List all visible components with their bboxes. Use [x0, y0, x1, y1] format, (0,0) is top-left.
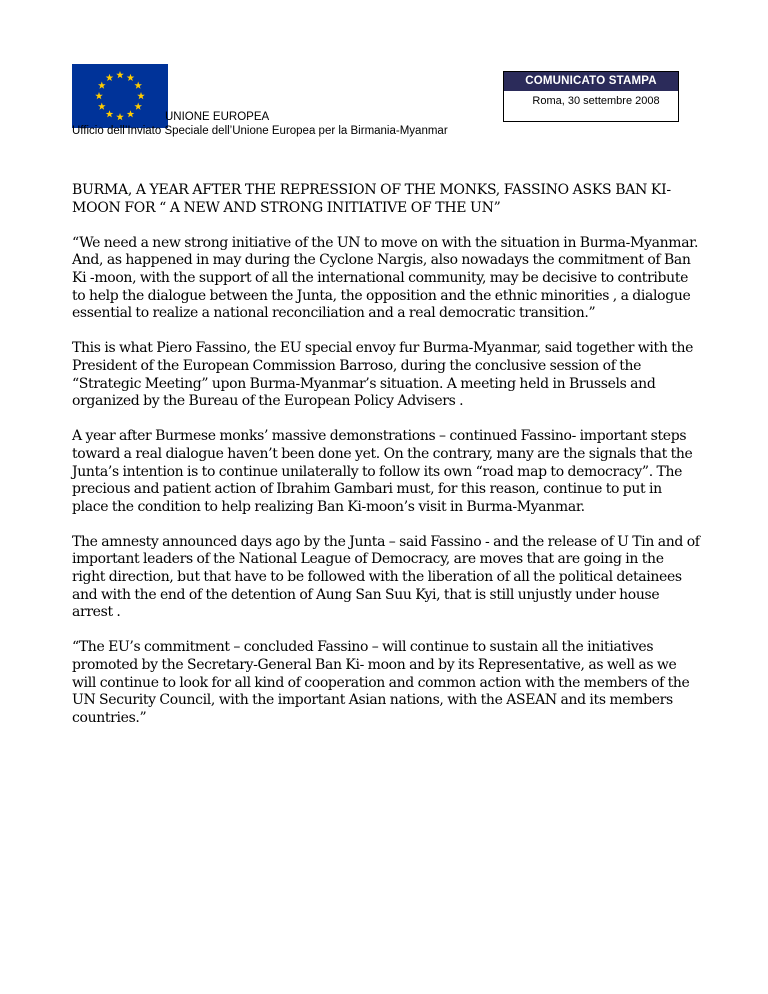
- paragraph: “The EU’s commitment – concluded Fassino – will continue to sustain all the initiatives promoted by the Secretary-General Ban Ki- moon and by its Representative, as well as we will continue to look for all kind of cooperation and common action with the members of the UN Security Council, with the important Asian nations, with the ASEAN and its members countries.”: [72, 639, 690, 726]
- eu-flag-icon: [72, 64, 168, 128]
- paragraph: The amnesty announced days ago by the Junta – said Fassino - and the release of U Tin and of important leaders of the National League of Democracy, are moves that are going in the right direction, but that have to be followed with the liberation of all the political detainees and with the end of the detention of Aung San Suu Kyi, that is still unjustly under house arrest .: [72, 533, 700, 621]
- press-release-box: [503, 71, 679, 122]
- paragraph: “We need a new strong initiative of the UN to move on with the situation in Burma-Myanmar. And, as happened in may during the Cyclone Nargis, also nowadays the commitment of Ban Ki -moon, with the support of all the international community, may be decisive to contribute to help the dialogue between the Junta, the opposition and the ethnic minorities , a dialogue essential to realize a national reconciliation and a real democratic transition.”: [72, 234, 699, 322]
- press-release-label: COMUNICATO STAMPA: [504, 72, 678, 91]
- office-name: Ufficio dell’Inviato Speciale dell’Unione Europea per la Birmania-Myanmar: [72, 125, 448, 137]
- press-release-date: Roma, 30 settembre 2008: [532, 95, 660, 107]
- paragraph: This is what Piero Fassino, the EU special envoy fur Burma-Myanmar, said together with the President of the European Commission Barroso, during the conclusive session of the “Strategic Meeting” upon Burma-Myanmar’s situation. A meeting held in Brussels and organized by the Bureau of the European Policy Advisers .: [72, 340, 694, 410]
- article-body: [72, 182, 700, 745]
- organization-name: UNIONE EUROPEA: [165, 111, 270, 123]
- paragraph: A year after Burmese monks’ massive demonstrations – continued Fassino- important steps toward a real dialogue haven’t been done yet. On the contrary, many are the signals that the Junta’s intention is to continue unilaterally to follow its own “road map to democracy”. The precious and patient action of Ibrahim Gambari must, for this reason, continue to put in place the condition to help realizing Ban Ki-moon’s visit in Burma-Myanmar.: [72, 428, 693, 515]
- article-title: BURMA, A YEAR AFTER THE REPRESSION OF THE MONKS, FASSINO ASKS BAN KI-MOON FOR “ A NEW AND STRONG INITIATIVE OF THE UN”: [72, 182, 671, 216]
